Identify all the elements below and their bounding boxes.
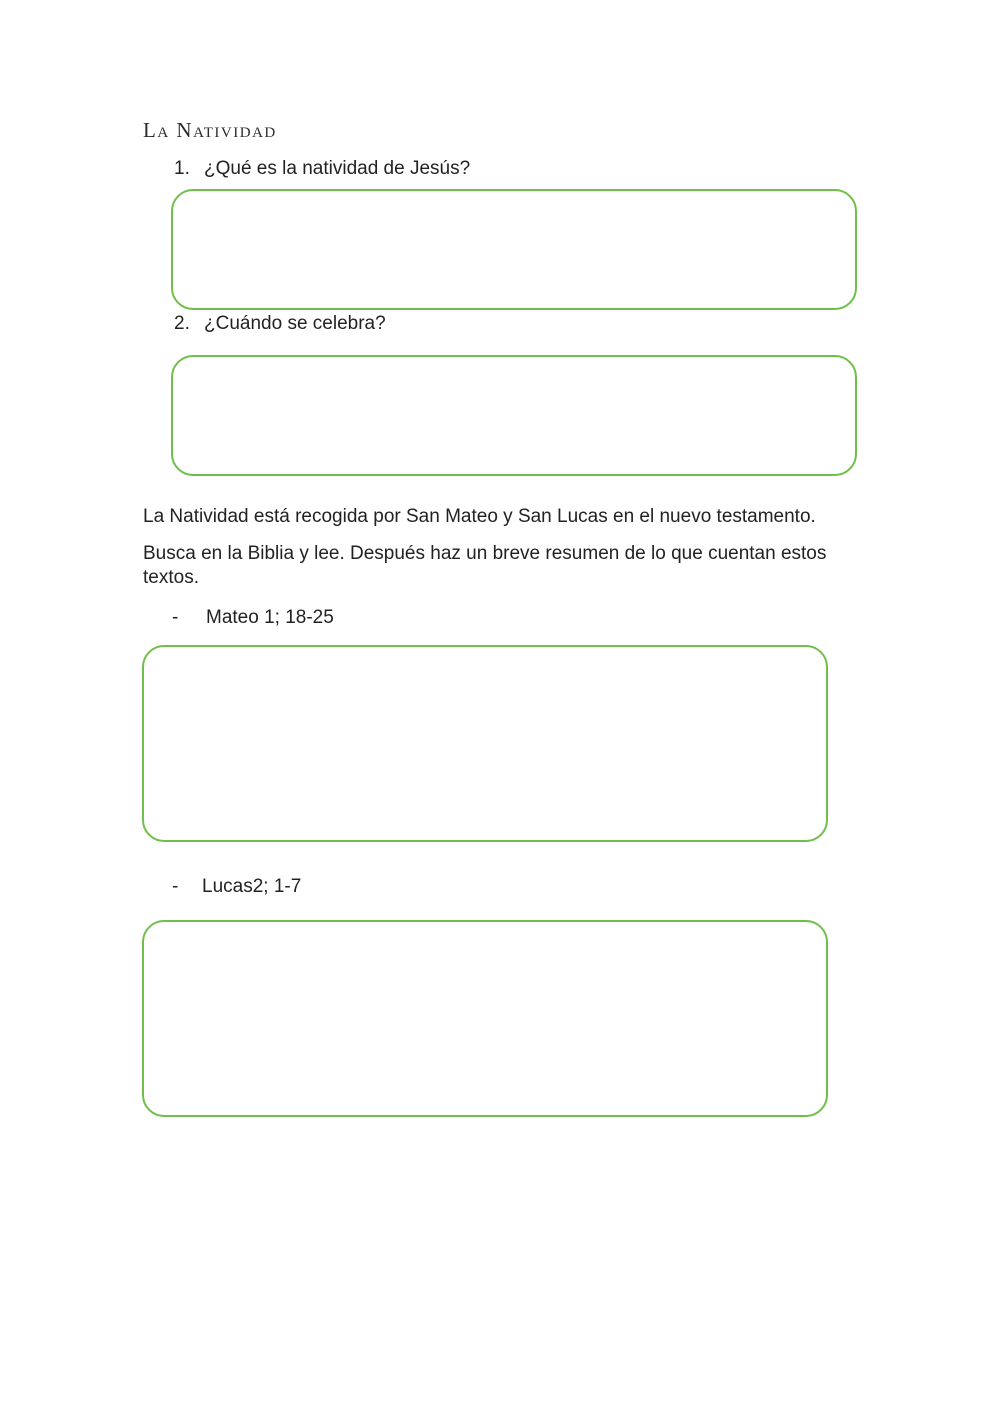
reading-reference: Lucas2; 1-7 — [202, 876, 302, 897]
page-title: La Natividad — [143, 118, 277, 142]
reading-reference: Mateo 1; 18-25 — [206, 607, 334, 628]
instruction-paragraph: Busca en la Biblia y lee. Después haz un breve resumen de lo que cuentan estos textos. — [143, 543, 827, 588]
question-2 — [174, 312, 386, 336]
question-1 — [174, 157, 470, 181]
intro-paragraph: La Natividad está recogida por San Mateo y San Lucas en el nuevo testamento. — [143, 506, 816, 527]
question-number: 2. — [174, 313, 190, 334]
question-number: 1. — [174, 158, 190, 179]
question-text: ¿Cuándo se celebra? — [204, 313, 386, 334]
answer-box-lucas[interactable] — [142, 920, 828, 1117]
list-bullet: - — [172, 876, 179, 897]
question-text: ¿Qué es la natividad de Jesús? — [204, 158, 471, 179]
answer-box-question-1[interactable] — [171, 189, 857, 310]
answer-box-question-2[interactable] — [171, 355, 857, 476]
reading-item-mateo — [172, 606, 334, 630]
reading-item-lucas — [172, 875, 301, 899]
list-bullet: - — [172, 607, 179, 628]
answer-box-mateo[interactable] — [142, 645, 828, 842]
